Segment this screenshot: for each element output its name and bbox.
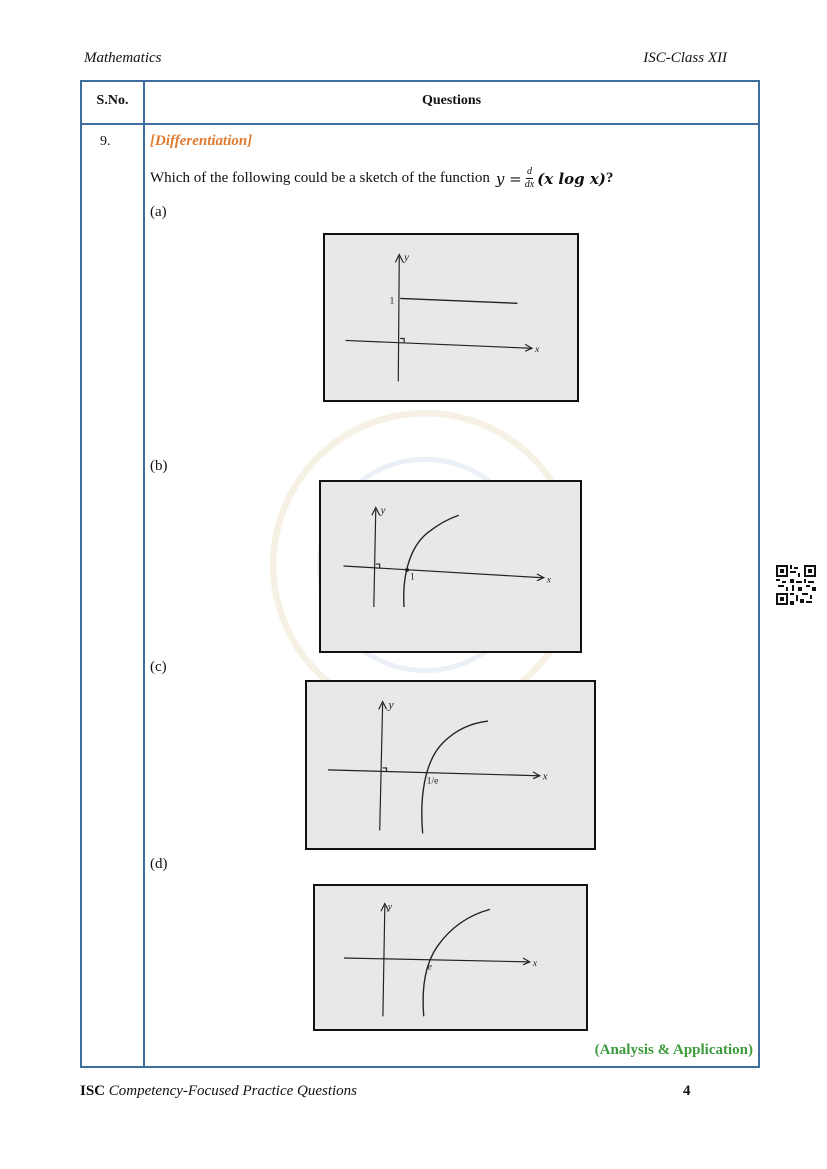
frac-numerator: d <box>526 166 532 177</box>
qr-code-icon <box>776 565 816 605</box>
question-topic: [Differentiation] <box>150 133 253 149</box>
header-subject: Mathematics <box>84 50 162 66</box>
graph-a-svg <box>325 235 577 400</box>
graph-b-intercept-dot <box>405 568 409 572</box>
question-stem: Which of the following could be a sketch of the function <box>150 170 490 186</box>
graph-c-y-label: y <box>388 698 394 712</box>
header-sno: S.No. <box>96 93 129 108</box>
graph-a-x-axis <box>346 340 532 348</box>
question-text <box>150 167 613 190</box>
graph-b-x-label: x <box>546 574 552 586</box>
table-header-row <box>82 82 758 125</box>
footer-brand: ISC <box>80 1083 106 1099</box>
graph-d-x-label: x <box>532 957 538 969</box>
graph-b-x-axis <box>344 566 543 578</box>
footer-title <box>80 1083 357 1100</box>
graph-a-x-label: x <box>534 344 540 356</box>
graph-d-curve <box>423 909 490 1016</box>
option-d-label: (d) <box>150 856 168 872</box>
question-number: 9. <box>100 134 111 149</box>
graph-d-y-label: y <box>387 901 393 913</box>
graph-d-tick-label: e <box>427 961 432 973</box>
graph-d-x-axis <box>344 958 529 962</box>
derivative-fraction <box>525 167 534 190</box>
option-c-graph <box>305 680 596 850</box>
question-mark: ? <box>605 170 614 186</box>
option-a-label: (a) <box>150 204 167 220</box>
graph-c-tick-label: 1/e <box>426 775 439 787</box>
option-b-label: (b) <box>150 458 168 474</box>
formula-lhs: y = <box>495 169 522 188</box>
graph-b-svg <box>321 482 580 651</box>
graph-a-y-label: y <box>404 251 409 264</box>
graph-a-y-axis <box>398 256 399 381</box>
graph-d-svg <box>315 886 586 1029</box>
option-d-graph <box>313 884 588 1031</box>
option-a-graph <box>323 233 579 402</box>
graph-d-y-axis <box>383 905 385 1016</box>
graph-a-origin-mark <box>400 338 404 342</box>
graph-c-x-label: x <box>542 770 548 783</box>
column-divider <box>143 82 145 1066</box>
footer-subtitle: Competency-Focused Practice Questions <box>108 1083 358 1099</box>
header-questions: Questions <box>421 93 482 108</box>
graph-b-y-label: y <box>380 504 386 517</box>
graph-c-svg <box>307 682 594 848</box>
option-b-graph <box>319 480 582 653</box>
graph-a-curve <box>400 298 517 303</box>
graph-a-tick-label: 1 <box>389 295 395 307</box>
cognitive-level: (Analysis & Application) <box>594 1042 753 1058</box>
option-c-label: (c) <box>150 659 167 675</box>
graph-b-curve <box>404 515 459 607</box>
graph-b-tick-label: 1 <box>409 571 415 583</box>
header-class: ISC-Class XII <box>643 50 727 66</box>
frac-denominator: dx <box>524 179 535 190</box>
graph-c-y-axis <box>380 703 383 830</box>
page-number: 4 <box>683 1083 691 1099</box>
graph-b-y-axis <box>374 509 376 607</box>
formula-rhs: (x log x) <box>537 169 606 188</box>
